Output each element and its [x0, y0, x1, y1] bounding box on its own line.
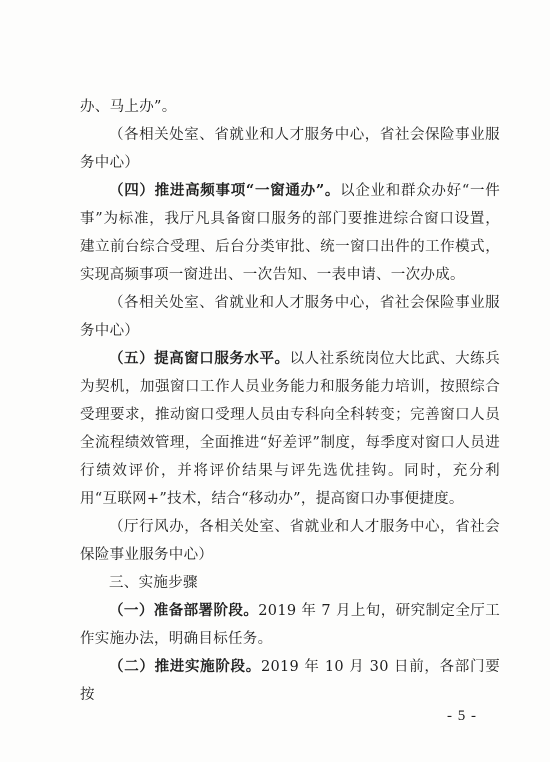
document-body [80, 93, 500, 709]
page-number: - 5 - [447, 708, 477, 724]
section-heading-implementation-steps: 三、实施步骤 [109, 575, 198, 591]
section-four-title: （四）推进高频事项“一窗通办”。 [109, 182, 341, 199]
step-one-title: （一）准备部署阶段。 [109, 602, 259, 619]
responsible-units-note: （各相关处室、省就业和人才服务中心，省社会保险事业服务中心） [80, 295, 500, 339]
step-two-title: （二）推进实施阶段。 [109, 658, 261, 675]
step-two-body: 2019 年 10 月 30 日前，各部门要按 [80, 659, 500, 703]
step-one-paragraph [80, 597, 500, 653]
step-one-body: 2019 年 7 月上旬，研究制定全厅工作实施办法，明确目标任务。 [80, 603, 501, 647]
section-five-title: （五）提高窗口服务水平。 [109, 350, 290, 367]
section-five-paragraph [80, 345, 500, 513]
section-five-body: 以人社系统岗位大比武、大练兵为契机，加强窗口工作人员业务能力和服务能力培训，按照综合受理要求，推动窗口受理人员由专科向全科转变；完善窗口人员全流程绩效管理，全面推进“好差评”制度，每季度对窗口人员进行绩效评价，并将评价结果与评先选优挂钩。同时，充分利用“互联网+”技术，结合“移动办”，提高窗口办事便捷度。 [80, 351, 500, 507]
section-four-paragraph [80, 177, 500, 289]
step-two-paragraph [80, 653, 500, 709]
paragraph-continuation: 办、马上办”。 [80, 99, 177, 115]
responsible-units-note: （各相关处室、省就业和人才服务中心，省社会保险事业服务中心） [80, 127, 500, 171]
responsible-units-note: （厅行风办，各相关处室、省就业和人才服务中心，省社会保险事业服务中心） [80, 519, 500, 563]
section-four-body: 以企业和群众办好“一件事”为标准，我厅凡具备窗口服务的部门要推进综合窗口设置，建立前台综合受理、后台分类审批、统一窗口出件的工作模式，实现高频事项一窗进出、一次告知、一表申请、一次办成。 [80, 183, 500, 283]
